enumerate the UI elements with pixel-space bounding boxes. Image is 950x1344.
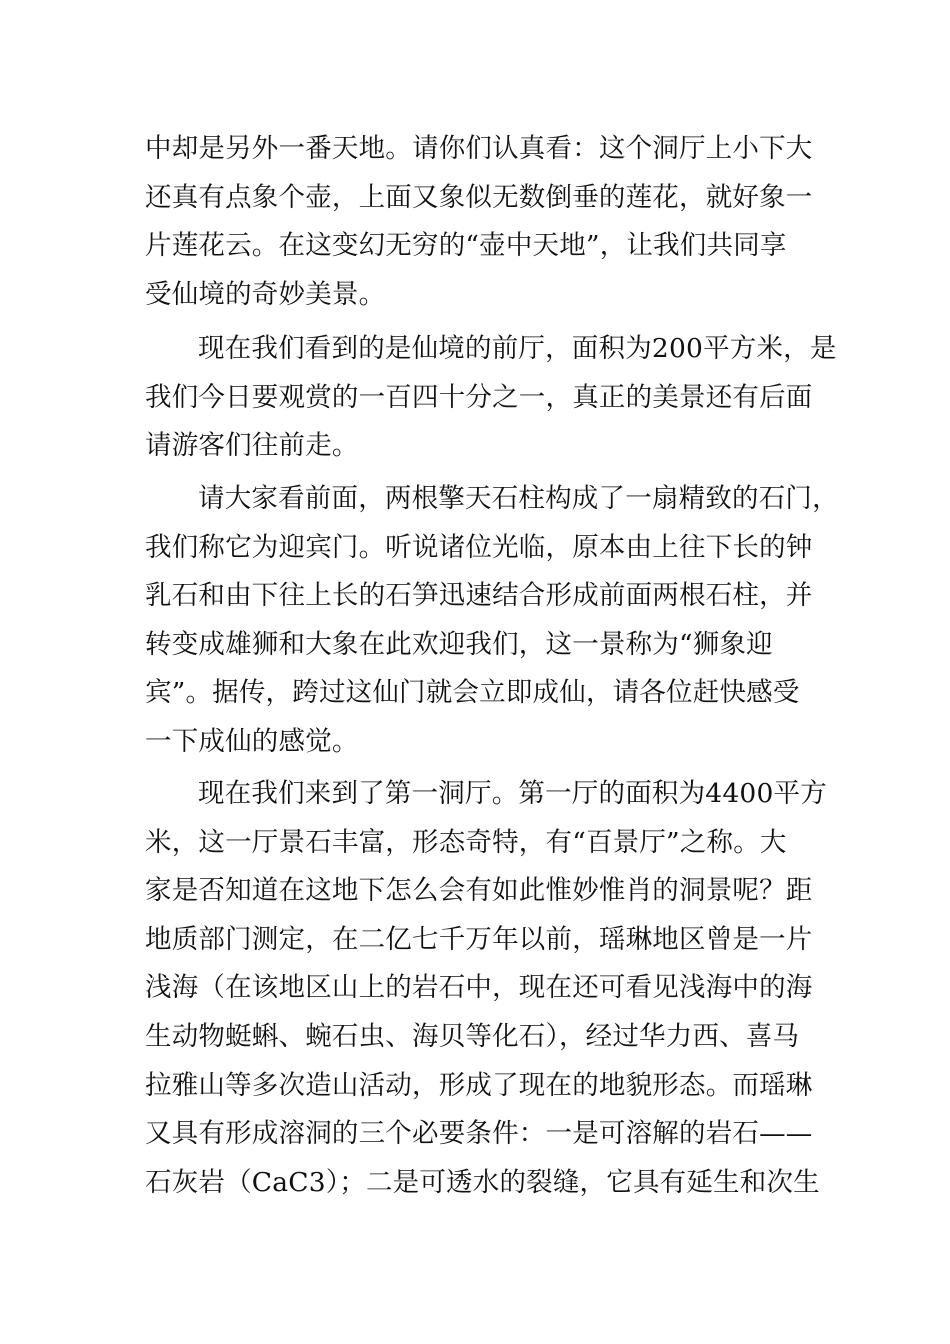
text-line: 米，这一厅景石丰富，形态奇特，有“百景厅”之称。大	[145, 826, 787, 858]
text-line: 生动物蜓蝌、蜿石虫、海贝等化石），经过华力西、喜马	[145, 1020, 800, 1052]
text-line: 家是否知道在这地下怎么会有如此惟妙惟肖的洞景呢？距	[145, 875, 813, 907]
text-line: 还真有点象个壶，上面又象似无数倒垂的莲花，就好象一	[145, 181, 813, 213]
paragraph-1	[145, 125, 815, 319]
text-line: 请游客们往前走。	[145, 430, 359, 462]
text-line: 拉雅山等多次造山活动，形成了现在的地貌形态。而瑶琳	[145, 1069, 813, 1101]
text-line: 一下成仙的感觉。	[145, 725, 359, 757]
text-line: 片莲花云。在这变幻无穷的“壶中天地”，让我们共同享	[145, 230, 787, 262]
text-line: 浅海（在该地区山上的岩石中，现在还可看见浅海中的海	[145, 972, 813, 1004]
text-line: 乳石和由下往上长的石笋迅速结合形成前面两根石柱，并	[145, 580, 813, 612]
text-line: 请大家看前面，两根擎天石柱构成了一扇精致的石门，	[198, 483, 839, 514]
text-line: 中却是另外一番天地。请你们认真看：这个洞厅上小下大	[145, 133, 813, 164]
text-line: 现在我们来到了第一洞厅。第一厅的面积为4400平方	[198, 778, 827, 809]
text-line: 受仙境的奇妙美景。	[145, 278, 386, 310]
text-line: 宾”。据传，跨过这仙门就会立即成仙，请各位赶快感受	[145, 677, 800, 709]
text-line: 现在我们看到的是仙境的前厅，面积为200平方米，是	[198, 333, 837, 364]
paragraph-3	[145, 475, 839, 767]
text-line: 我们今日要观赏的一百四十分之一，真正的美景还有后面	[145, 381, 813, 413]
paragraph-4	[145, 770, 827, 1207]
text-line: 转变成雄狮和大象在此欢迎我们，这一景称为“狮象迎	[145, 628, 773, 660]
paragraph-2	[145, 325, 837, 471]
text-line: 又具有形成溶洞的三个必要条件：一是可溶解的岩石——	[145, 1118, 813, 1150]
text-line: 我们称它为迎宾门。听说诸位光临，原本由上往下长的钟	[145, 531, 813, 563]
text-line: 地质部门测定，在二亿七千万年以前，瑶琳地区曾是一片	[145, 923, 813, 955]
text-line: 石灰岩（CaC3）；二是可透水的裂缝，它具有延生和次生	[145, 1166, 820, 1198]
